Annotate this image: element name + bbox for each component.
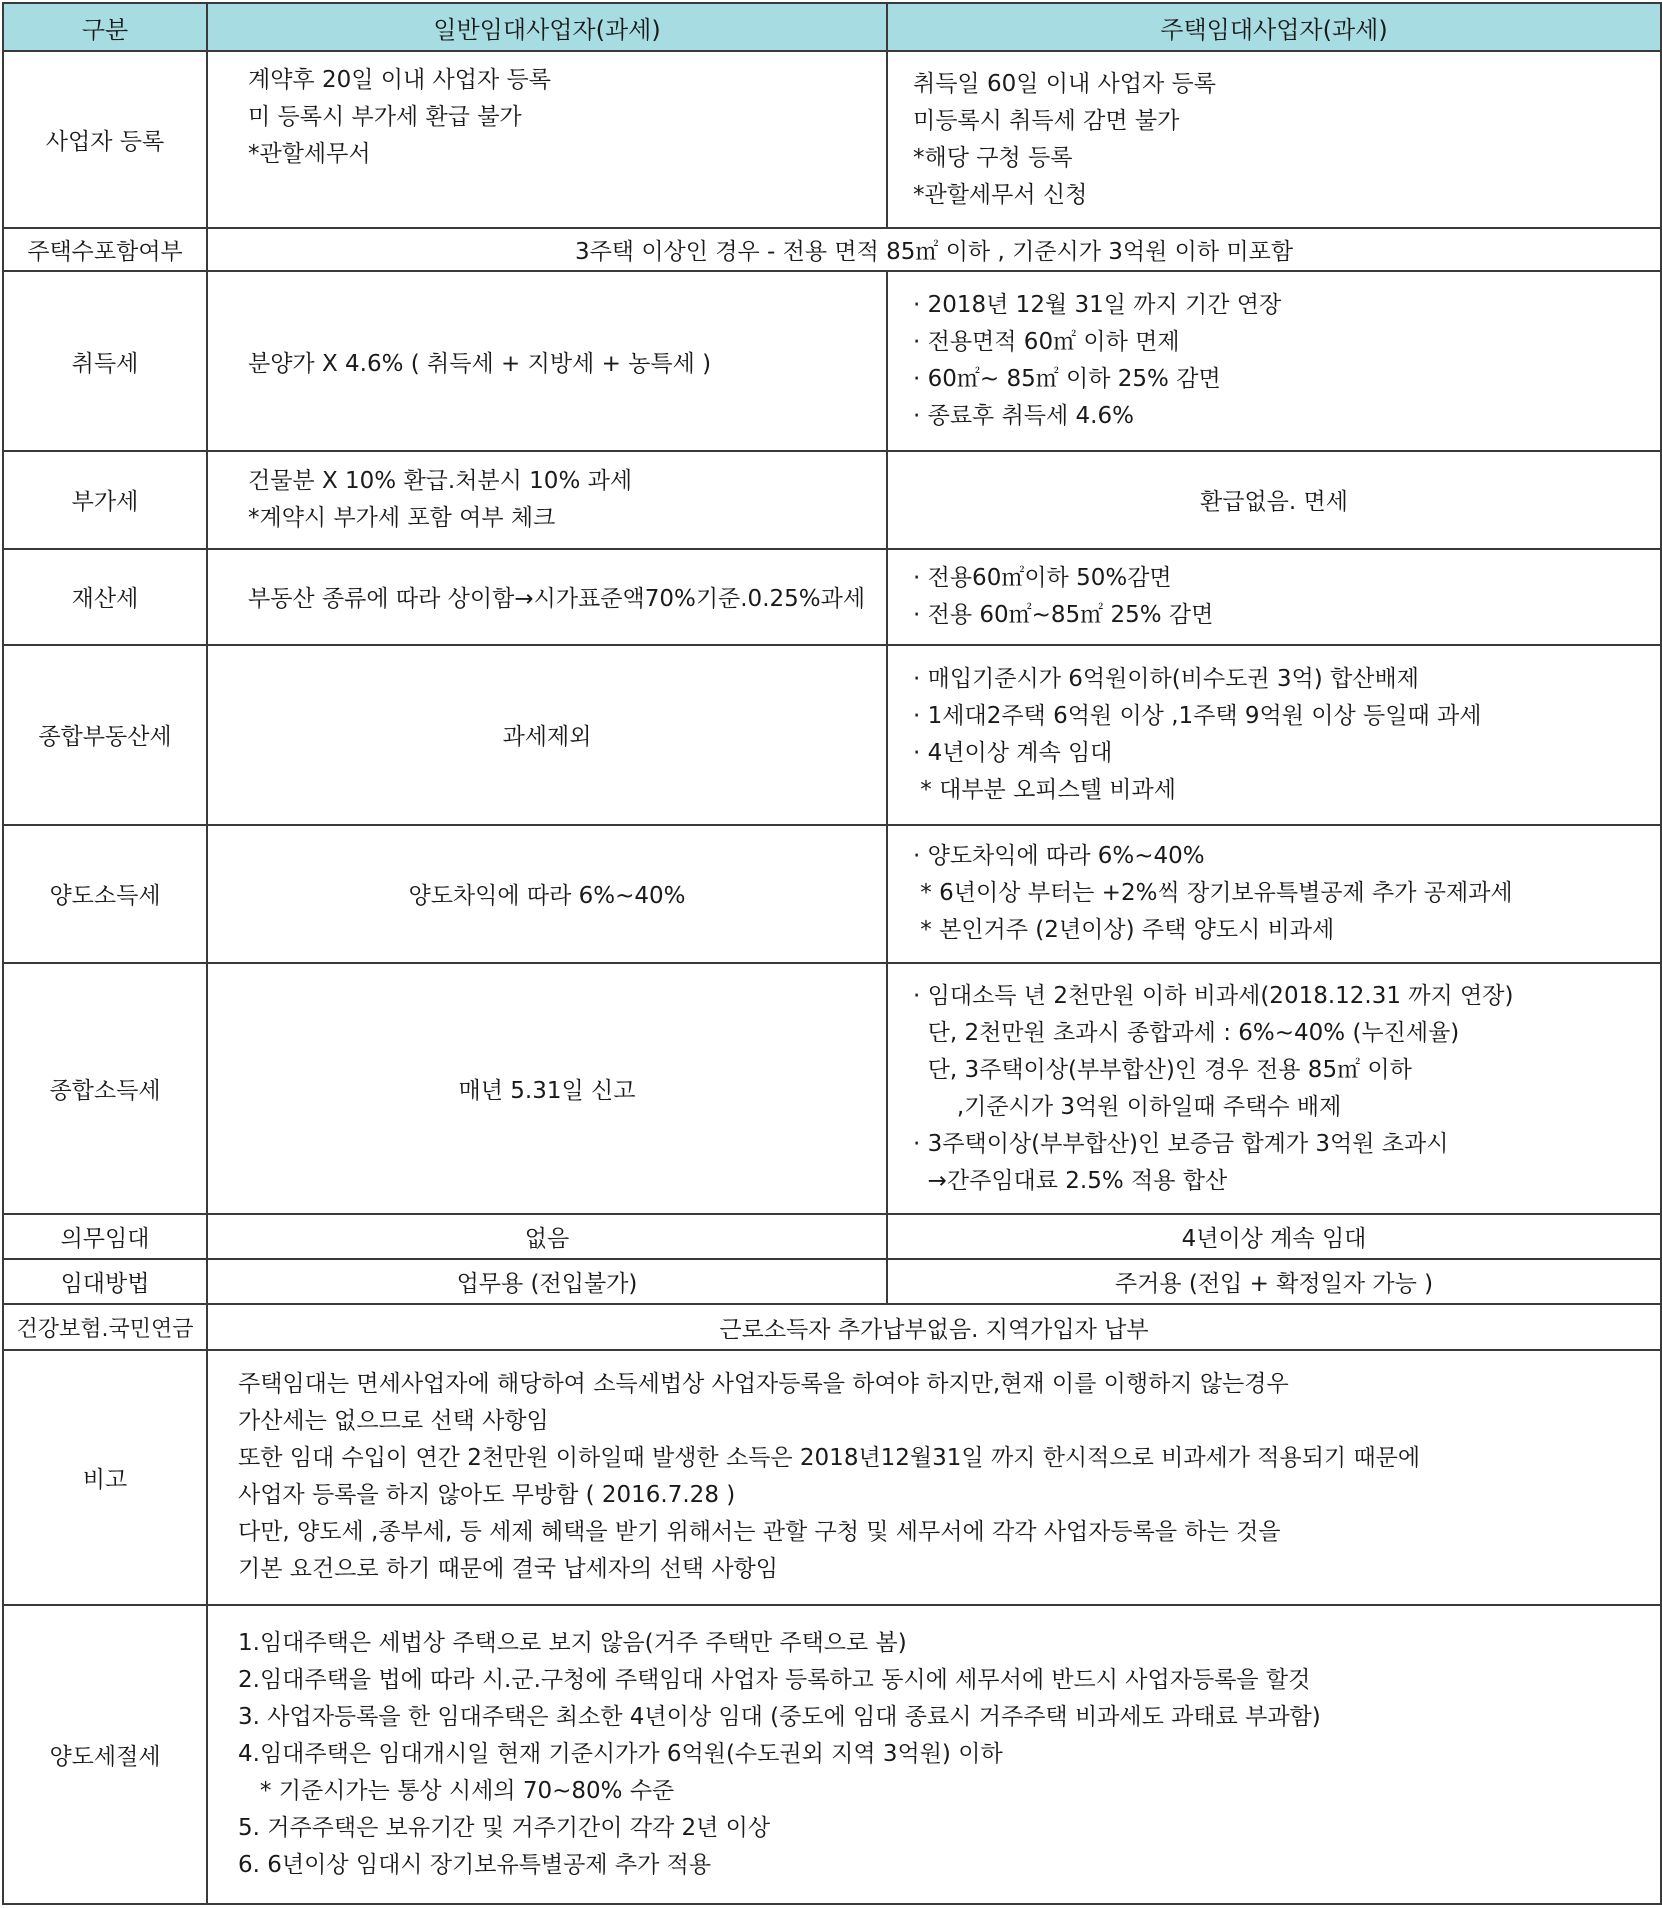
row-label: 취득세 bbox=[3, 271, 207, 451]
row-label: 종합소득세 bbox=[3, 963, 207, 1214]
general-cell: 과세제외 bbox=[207, 645, 887, 825]
text-line: · 2018년 12월 31일 까지 기간 연장 bbox=[913, 292, 1282, 319]
row-mandatory-lease bbox=[3, 1214, 1661, 1259]
text-line: 건물분 X 10% 환급.처분시 10% 과세 bbox=[248, 467, 633, 494]
housing-cell: 4년이상 계속 임대 bbox=[887, 1214, 1661, 1259]
text-line: 미등록시 취득세 감면 불가 bbox=[913, 107, 1180, 134]
row-registration bbox=[3, 51, 1661, 228]
text-line: · 양도차익에 따라 6%~40% bbox=[913, 843, 1205, 870]
row-house-count bbox=[3, 228, 1661, 271]
remarks-cell bbox=[207, 1350, 1661, 1604]
header-row bbox=[3, 3, 1661, 51]
row-label: 종합부동산세 bbox=[3, 645, 207, 825]
merged-cell: 근로소득자 추가납부없음. 지역가입자 납부 bbox=[207, 1304, 1661, 1350]
general-cell: 양도차익에 따라 6%~40% bbox=[207, 825, 887, 963]
text-line: 단, 2천만원 초과시 종합과세 : 6%~40% (누진세율) bbox=[913, 1019, 1460, 1046]
text-line: *계약시 부가세 포함 여부 체크 bbox=[248, 504, 556, 531]
text-line: 계약후 20일 이내 사업자 등록 bbox=[248, 67, 551, 93]
merged-cell: 3주택 이상인 경우 - 전용 면적 85㎡ 이하 , 기준시가 3억원 이하 미포함 bbox=[207, 228, 1661, 271]
text-line: · 매입기준시가 6억원이하(비수도권 3억) 합산배제 bbox=[913, 665, 1419, 692]
text-line: 6. 6년이상 임대시 장기보유특별공제 추가 적용 bbox=[238, 1851, 712, 1878]
text-line: · 4년이상 계속 임대 bbox=[913, 739, 1113, 766]
row-label: 주택수포함여부 bbox=[3, 228, 207, 271]
text-line: 5. 거주주택은 보유기간 및 거주기간이 각각 2년 이상 bbox=[238, 1814, 771, 1841]
header-housing-lessor: 주택임대사업자(과세) bbox=[887, 3, 1661, 51]
housing-cell bbox=[887, 825, 1661, 963]
row-capital-gains-saving bbox=[3, 1605, 1661, 1904]
text-line: *관할세무서 bbox=[248, 141, 371, 167]
row-remarks bbox=[3, 1350, 1661, 1604]
text-line: 다만, 양도세 ,종부세, 등 세제 혜택을 받기 위해서는 관할 구청 및 세무서에 각각 사업자등록을 하는 것을 bbox=[238, 1519, 1281, 1546]
housing-cell: 환급없음. 면세 bbox=[887, 451, 1661, 548]
text-line: 미 등록시 부가세 환급 불가 bbox=[248, 104, 522, 130]
housing-cell bbox=[887, 645, 1661, 825]
text-line: 2.임대주택을 법에 따라 시.군.구청에 주택임대 사업자 등록하고 동시에 세무서에 반드시 사업자등록을 할것 bbox=[238, 1666, 1311, 1693]
tax-comparison-table bbox=[2, 2, 1662, 1905]
row-vat bbox=[3, 451, 1661, 548]
header-category: 구분 bbox=[3, 3, 207, 51]
row-label: 양도소득세 bbox=[3, 825, 207, 963]
row-label: 의무임대 bbox=[3, 1214, 207, 1259]
text-line: · 전용60㎡이하 50%감면 bbox=[913, 564, 1172, 591]
text-line: 취득일 60일 이내 사업자 등록 bbox=[913, 70, 1216, 97]
text-line: * 기준시가는 통상 시세의 70~80% 수준 bbox=[238, 1777, 675, 1804]
row-capital-gains-tax bbox=[3, 825, 1661, 963]
row-label: 건강보험.국민연금 bbox=[3, 1304, 207, 1350]
row-label: 임대방법 bbox=[3, 1259, 207, 1304]
housing-cell bbox=[887, 549, 1661, 645]
general-cell: 부동산 종류에 따라 상이함→시가표준액70%기준.0.25%과세 bbox=[207, 549, 887, 645]
text-line: · 3주택이상(부부합산)인 보증금 합계가 3억원 초과시 bbox=[913, 1130, 1449, 1157]
row-property-tax bbox=[3, 549, 1661, 645]
general-cell: 업무용 (전입불가) bbox=[207, 1259, 887, 1304]
text-line: · 종료후 취득세 4.6% bbox=[913, 403, 1134, 430]
row-label: 양도세절세 bbox=[3, 1605, 207, 1904]
row-acquisition-tax bbox=[3, 271, 1661, 451]
general-cell: 없음 bbox=[207, 1214, 887, 1259]
text-line: 단, 3주택이상(부부합산)인 경우 전용 85㎡ 이하 bbox=[913, 1056, 1412, 1083]
row-label: 비고 bbox=[3, 1350, 207, 1604]
housing-cell bbox=[887, 963, 1661, 1214]
text-line: · 1세대2주택 6억원 이상 ,1주택 9억원 이상 등일때 과세 bbox=[913, 702, 1482, 729]
row-label: 사업자 등록 bbox=[3, 51, 207, 228]
housing-cell bbox=[887, 51, 1661, 228]
text-line: 3. 사업자등록을 한 임대주택은 최소한 4년이상 임대 (중도에 임대 종료시 거주주택 비과세도 과태료 부과함) bbox=[238, 1703, 1321, 1730]
text-line: 기본 요건으로 하기 때문에 결국 납세자의 선택 사항임 bbox=[238, 1556, 778, 1583]
header-general-lessor: 일반임대사업자(과세) bbox=[207, 3, 887, 51]
saving-tips-cell bbox=[207, 1605, 1661, 1904]
row-lease-method bbox=[3, 1259, 1661, 1304]
text-line: 가산세는 없으므로 선택 사항임 bbox=[238, 1408, 549, 1435]
text-line: 주택임대는 면세사업자에 해당하여 소득세법상 사업자등록을 하여야 하지만,현재 이를 이행하지 않는경우 bbox=[238, 1371, 1289, 1398]
text-line: * 대부분 오피스텔 비과세 bbox=[913, 776, 1176, 803]
text-line: · 전용 60㎡~85㎡ 25% 감면 bbox=[913, 601, 1214, 628]
row-income-tax bbox=[3, 963, 1661, 1214]
text-line: * 6년이상 부터는 +2%씩 장기보유특별공제 추가 공제과세 bbox=[913, 880, 1513, 907]
text-line: 4.임대주택은 임대개시일 현재 기준시가가 6억원(수도권외 지역 3억원) 이하 bbox=[238, 1740, 1003, 1767]
row-insurance-pension bbox=[3, 1304, 1661, 1350]
general-cell bbox=[207, 51, 887, 228]
general-cell bbox=[207, 451, 887, 548]
text-line: →간주임대료 2.5% 적용 합산 bbox=[913, 1167, 1228, 1194]
text-line: 1.임대주택은 세법상 주택으로 보지 않음(거주 주택만 주택으로 봄) bbox=[238, 1629, 907, 1656]
general-cell: 매년 5.31일 신고 bbox=[207, 963, 887, 1214]
row-label: 재산세 bbox=[3, 549, 207, 645]
text-line: *관할세무서 신청 bbox=[913, 181, 1088, 208]
housing-cell: 주거용 (전입 + 확정일자 가능 ) bbox=[887, 1259, 1661, 1304]
text-line: · 전용면적 60㎡ 이하 면제 bbox=[913, 329, 1180, 356]
row-comprehensive-real-estate-tax bbox=[3, 645, 1661, 825]
text-line: *해당 구청 등록 bbox=[913, 144, 1073, 171]
housing-cell bbox=[887, 271, 1661, 451]
text-line: * 본인거주 (2년이상) 주택 양도시 비과세 bbox=[913, 917, 1335, 944]
text-line: 사업자 등록을 하지 않아도 무방함 ( 2016.7.28 ) bbox=[238, 1482, 736, 1509]
text-line: ,기준시가 3억원 이하일때 주택수 배제 bbox=[913, 1093, 1342, 1120]
text-line: 또한 임대 수입이 연간 2천만원 이하일때 발생한 소득은 2018년12월31일 까지 한시적으로 비과세가 적용되기 때문에 bbox=[238, 1445, 1421, 1472]
general-cell: 분양가 X 4.6% ( 취득세 + 지방세 + 농특세 ) bbox=[207, 271, 887, 451]
text-line: · 임대소득 년 2천만원 이하 비과세(2018.12.31 까지 연장) bbox=[913, 982, 1514, 1009]
row-label: 부가세 bbox=[3, 451, 207, 548]
text-line: · 60㎡~ 85㎡ 이하 25% 감면 bbox=[913, 366, 1221, 393]
